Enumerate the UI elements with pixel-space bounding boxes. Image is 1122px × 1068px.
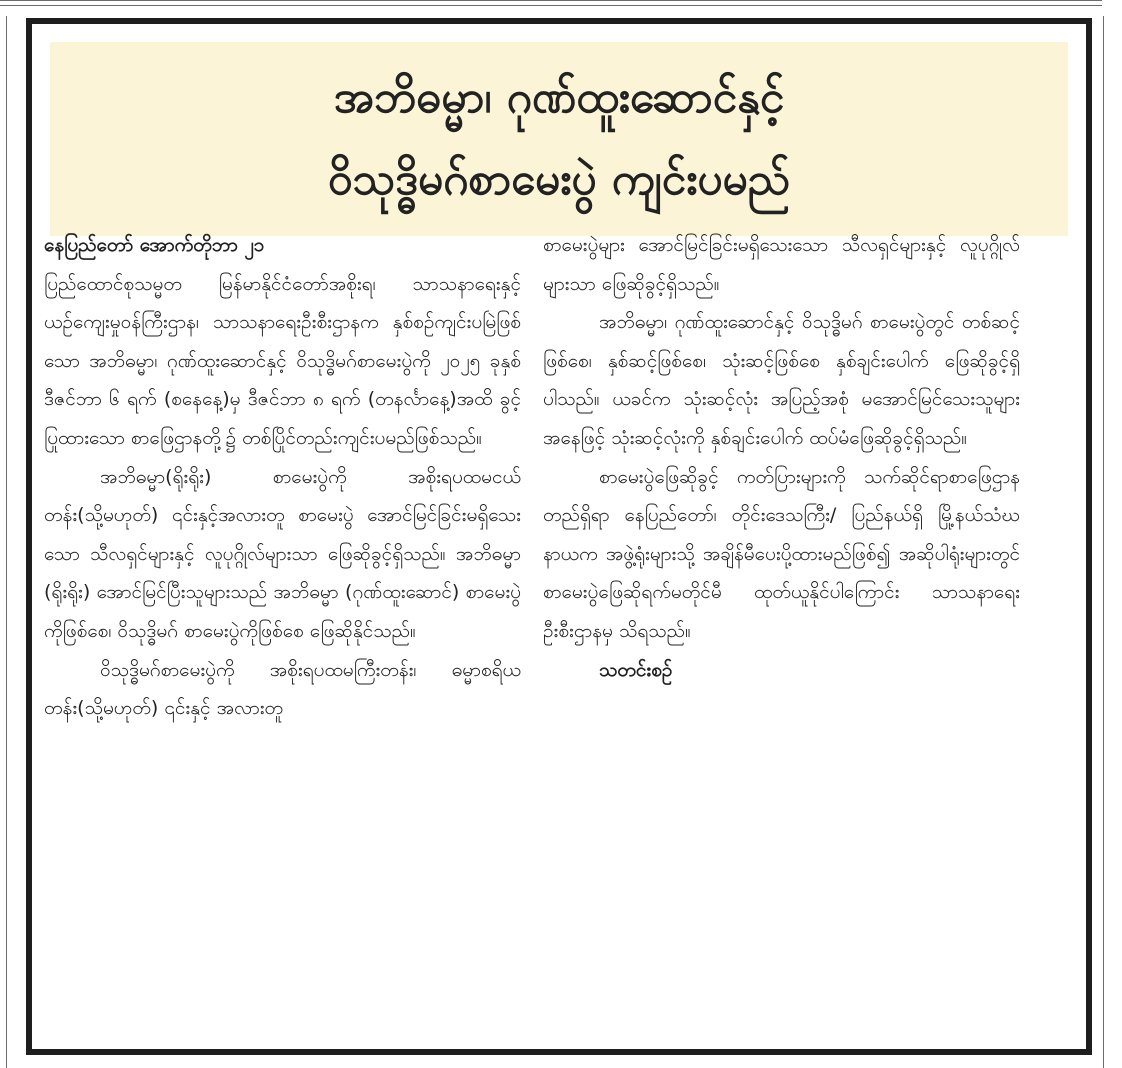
dateline-paragraph bbox=[44, 226, 521, 265]
article-column-right bbox=[543, 226, 1020, 1006]
article-body bbox=[44, 226, 1020, 1006]
dateline: နေပြည်တော် အောက်တိုဘာ ၂၁ bbox=[44, 234, 265, 256]
left-page-rule bbox=[6, 16, 7, 1068]
headline-box bbox=[50, 42, 1068, 236]
headline-line-1: အဘိဓမ္မာ၊ ဂုဏ်ထူးဆောင်နှင့် bbox=[333, 72, 785, 123]
top-page-rule bbox=[0, 0, 1102, 6]
paragraph: ဝိသုဒ္ဓိမဂ်စာမေးပွဲကို အစိုးရပထမကြီးတန်း၊ ဓမ္မာစရိယတန်း(သို့မဟုတ်) ၎င်းနှင့် အလားတူ bbox=[44, 658, 521, 720]
paragraph: အဘိဓမ္မာ(ရိုးရိုး) စာမေးပွဲကို အစိုးရပထမငယ်တန်း(သို့မဟုတ်) ၎င်းနှင့်အလားတူ စာမေးပွဲ အောင်မြင်ခြင်းမရှိသေးသော သီလရှင်များနှင့် လူပုဂ္ဂိုလ်များသာ ဖြေဆိုခွင့်ရှိသည်။ အဘိဓမ္မာ (ရိုးရိုး) အောင်မြင်ပြီးသူများသည် အဘိဓမ္မာ (ဂုဏ်ထူးဆောင်) စာမေးပွဲကိုဖြစ်စေ၊ ဝိသုဒ္ဓိမဂ် စာမေးပွဲကိုဖြစ်စေ ဖြေဆိုနိုင်သည်။ bbox=[44, 465, 521, 642]
paragraph: စာမေးပွဲဖြေဆိုခွင့် ကတ်ပြားများကို သက်ဆိုင်ရာစာဖြေဌာနတည်ရှိရာ နေပြည်တော်၊ တိုင်းဒေသကြီး/ ပြည်နယ်ရှိ မြို့နယ်သံဃနာယက အဖွဲ့ရုံးများသို့ အချိန်မီပေးပို့ထားမည်ဖြစ်၍ အဆိုပါရုံးများတွင် စာမေးပွဲဖြေဆိုရက်မတိုင်မီ ထုတ်ယူနိုင်ပါကြောင်း သာသနာရေးဦးစီးဌာနမှ သိရသည်။ bbox=[543, 465, 1020, 642]
headline-line-2: ဝိသုဒ္ဓိမဂ်စာမေးပွဲ ကျင်းပမည် bbox=[327, 154, 791, 205]
paragraph: အဘိဓမ္မာ၊ ဂုဏ်ထူးဆောင်နှင့် ဝိသုဒ္ဓိမဂ် စာမေးပွဲတွင် တစ်ဆင့်ဖြစ်စေ၊ နှစ်ဆင့်ဖြစ်စေ၊ သုံးဆင့်ဖြစ်စေ နှစ်ချင်းပေါက် ဖြေဆိုခွင့်ရှိပါသည်။ ယခင်က သုံးဆင့်လုံး အပြည့်အစုံ မအောင်မြင်သေးသူများအနေဖြင့် သုံးဆင့်လုံးကို နှစ်ချင်းပေါက် ထပ်မံဖြေဆိုခွင့်ရှိသည်။ bbox=[543, 311, 1020, 449]
byline: သတင်းစဉ် bbox=[599, 658, 673, 681]
right-page-rule bbox=[1103, 16, 1104, 1068]
article-column-left bbox=[44, 226, 521, 1006]
paragraph: ပြည်ထောင်စုသမ္မတ မြန်မာနိုင်ငံတော်အစိုးရ၊ သာသနာရေးနှင့်ယဉ်ကျေးမှုဝန်ကြီးဌာန၊ သာသနာရေးဦးစီးဌာနက နှစ်စဉ်ကျင်းပမြဲဖြစ်သော အဘိဓမ္မာ၊ ဂုဏ်ထူးဆောင်နှင့် ဝိသုဒ္ဓိမဂ်စာမေးပွဲကို ၂၀၂၅ ခုနှစ် ဒီဇင်ဘာ ၆ ရက် (စနေနေ့)မှ ဒီဇင်ဘာ ၈ ရက် (တနင်္လာနေ့)အထိ ခွင့်ပြုထားသော စာဖြေဌာနတို့၌ တစ်ပြိုင်တည်းကျင်းပမည်ဖြစ်သည်။ bbox=[44, 272, 521, 449]
paragraph-continued: စာမေးပွဲများ အောင်မြင်ခြင်းမရှိသေးသော သီလရှင်များနှင့် လူပုဂ္ဂိုလ်များသာ ဖြေဆိုခွင့်ရှိသည်။ bbox=[543, 234, 1020, 295]
